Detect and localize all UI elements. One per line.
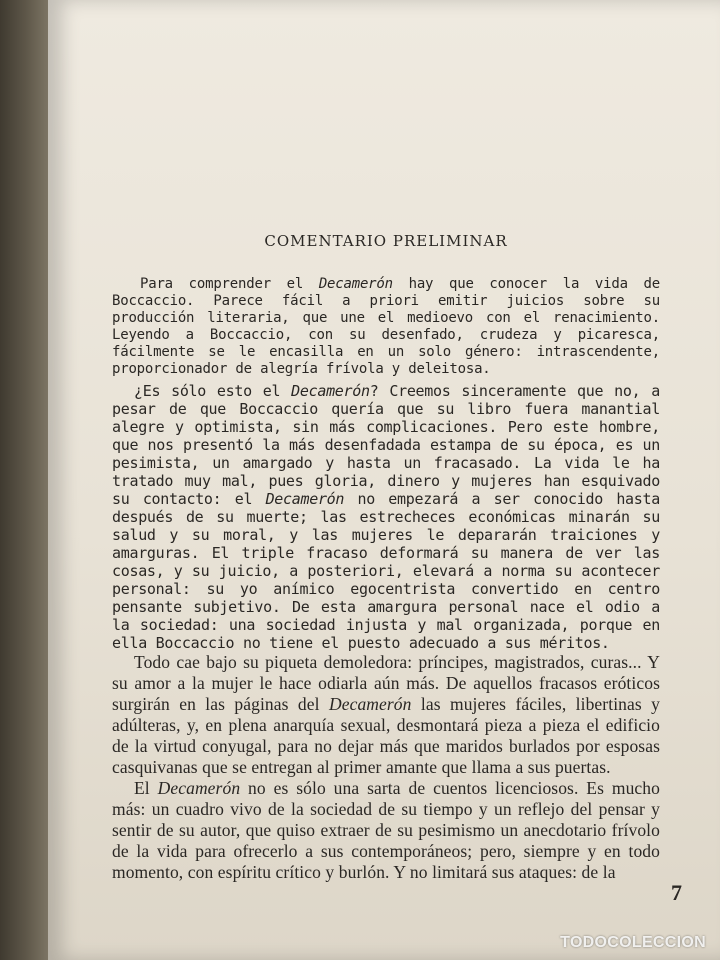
page-content bbox=[112, 232, 660, 883]
paragraph-2: ¿Es sólo esto el Decamerón? Creemos sinceramente que no, a pesar de que Boccaccio quería que su libro fuera manantial alegre y optimista, sin más complicaciones. Pero este hombre, que nos presentó la más desenfadada estampa de su época, es un pesimista, un amargado y hasta un fracasado. La vida le ha tratado muy mal, pues gloria, dinero y mujeres han esquivado su contacto: el Decamerón no empezará a ser conocido hasta después de su muerte; las estrecheces económicas minarán su salud y su moral, y las mujeres le depararán traiciones y amarguras. El triple fracaso deformará su manera de ver las cosas, y su juicio, a posteriori, elevará a norma su acontecer personal: su yo anímico egocentrista convertido en centro pensante subjetivo. De esta amargura personal nace el odio a la sociedad: una sociedad injusta y mal organizada, porque en ella Boccaccio no tiene el puesto adecuado a sus méritos. bbox=[112, 382, 660, 652]
book-title-italic: Decamerón bbox=[157, 778, 241, 798]
page-number: 7 bbox=[671, 880, 682, 905]
paragraph-3: Todo cae bajo su piqueta demoledora: príncipes, magistrados, curas... Y su amor a la mujer le hace odiarla aún más. De aquellos fracasos eróticos surgirán en las páginas del Decamerón las mujeres fáciles, libertinas y adúlteras, y, en plena anarquía sexual, desmontará pieza a pieza el edificio de la virtud conyugal, para no dejar más que maridos burlados por esposas casquivanas que se entregan al primer amante que llama a sus puertas. bbox=[112, 652, 660, 777]
site-watermark: TODOCOLECCION bbox=[560, 934, 706, 951]
paragraph-1: Para comprender el Decamerón hay que conocer la vida de Boccaccio. Parece fácil a priori emitir juicios sobre su producción literaria, que une el medioevo con el renacimiento. Leyendo a Boccaccio, con su desenfado, crudeza y picaresca, fácilmente se le encasilla en un solo género: intrascendente, proporcionador de alegría frívola y deleitosa. bbox=[112, 276, 660, 377]
book-title-italic: Decamerón bbox=[328, 694, 412, 714]
book-title-italic: Decamerón bbox=[265, 490, 345, 508]
book-title-italic: Decamerón bbox=[318, 276, 393, 292]
chapter-title: COMENTARIO PRELIMINAR bbox=[264, 232, 508, 250]
book-page bbox=[48, 0, 720, 960]
paragraph-4: El Decamerón no es sólo una sarta de cuentos licenciosos. Es mucho más: un cuadro vivo de la sociedad de su tiempo y un reflejo del pensar y sentir de su autor, que quiso extraer de su pesimismo un anecdotario frívolo de la vida para ofrecerlo a sus contemporáneos; pero, siempre y en todo momento, con espíritu crítico y burlón. Y no limitará sus ataques: de la bbox=[112, 778, 660, 882]
book-title-italic: Decamerón bbox=[291, 382, 370, 400]
